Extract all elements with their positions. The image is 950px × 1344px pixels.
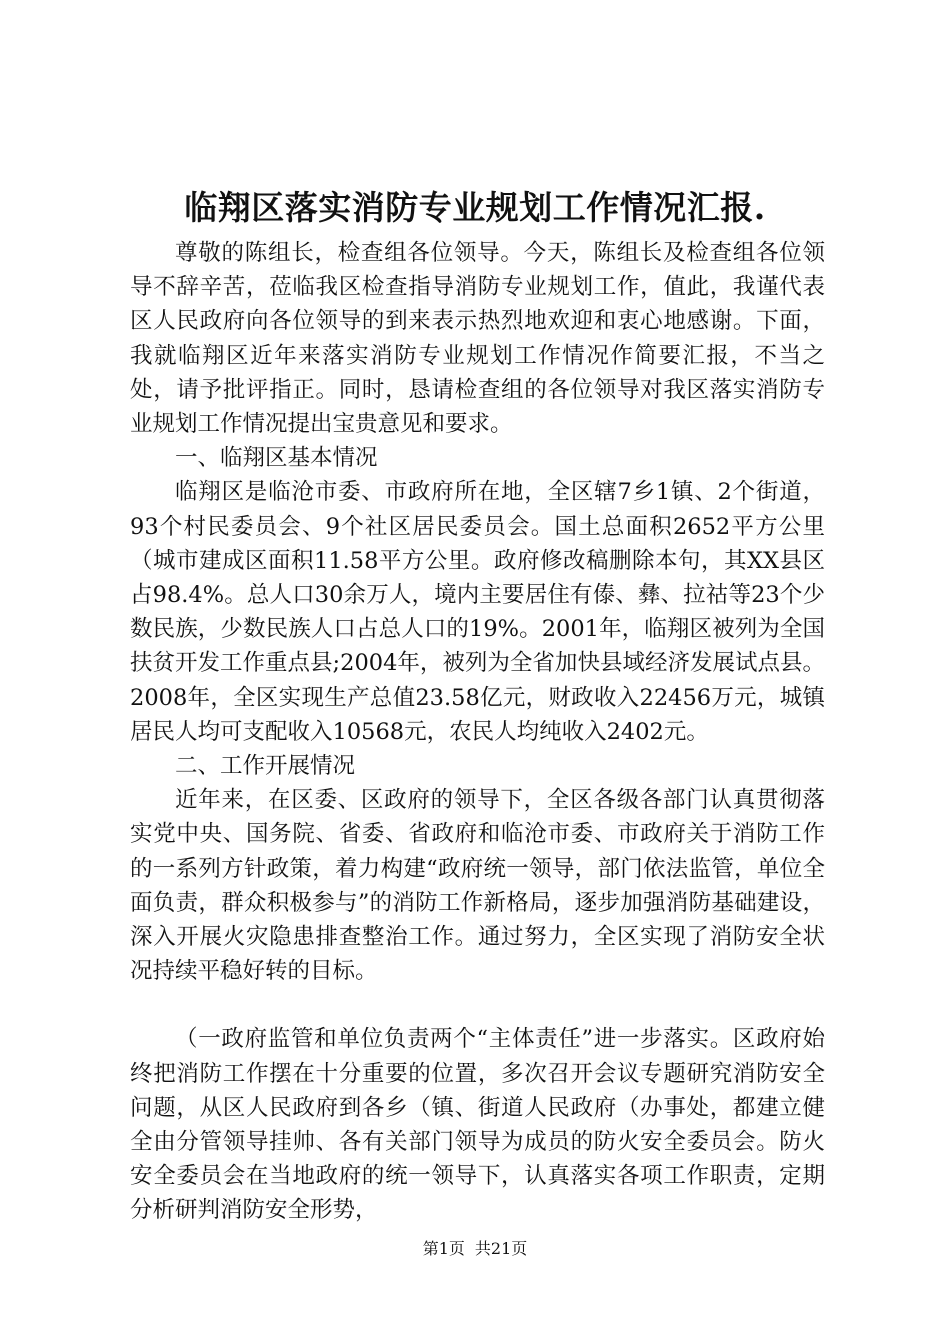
paragraph-basic-info: 临翔区是临沧市委、市政府所在地，全区辖7乡1镇、2个街道，93个村民委员会、9个社区居民委员会。国土总面积2652平方公里（城市建成区面积11.58平方公里。政府修改稿删除本句，其XX县区占98.4%。总人口30余万人，境内主要居住有傣、彝、拉祜等23个少数民族，少数民族人口占总人口的19%。2001年，临翔区被列为全国扶贫开发工作重点县;2004年，被列为全省加快县域经济发展试点县。2008年，全区实现生产总值23.58亿元，财政收入22456万元，城镇居民人均可支配收入10568元，农民人均纯收入2402元。 (130, 479, 825, 745)
page-footer (0, 1238, 950, 1260)
page-total: 共21页 (474, 1239, 528, 1258)
section-heading-basic-info: 一、临翔区基本情况 (175, 445, 378, 472)
paragraph-responsibility: （一政府监管和单位负责两个“主体责任”进一步落实。区政府始终把消防工作摆在十分重要的位置，多次召开会议专题研究消防安全问题，从区人民政府到各乡（镇、街道人民政府（办事处，都建立健全由分管领导挂帅、各有关部门领导为成员的防火安全委员会。防火安全委员会在当地政府的统一领导下，认真落实各项工作职责，定期分析研判消防安全形势， (130, 1026, 825, 1224)
section-heading-work-progress: 二、工作开展情况 (175, 753, 356, 780)
document-body (130, 236, 825, 1228)
paragraph-work-progress: 近年来，在区委、区政府的领导下，全区各级各部门认真贯彻落实党中央、国务院、省委、省政府和临沧市委、市政府关于消防工作的一系列方针政策，着力构建“政府统一领导，部门依法监管，单位全面负责，群众积极参与”的消防工作新格局，逐步加强消防基础建设，深入开展火灾隐患排查整治工作。通过努力，全区实现了消防安全状况持续平稳好转的目标。 (130, 787, 825, 985)
page-number: 第1页 (422, 1239, 465, 1258)
paragraph-greeting: 尊敬的陈组长，检查组各位领导。今天，陈组长及检查组各位领导不辞辛苦，莅临我区检查指导消防专业规划工作，值此，我谨代表区人民政府向各位领导的到来表示热烈地欢迎和衷心地感谢。下面，我就临翔区近年来落实消防专业规划工作情况作简要汇报，不当之处，请予批评指正。同时，恳请检查组的各位领导对我区落实消防专业规划工作情况提出宝贵意见和要求。 (130, 240, 825, 438)
document-title: 临翔区落实消防专业规划工作情况汇报. (184, 188, 766, 227)
